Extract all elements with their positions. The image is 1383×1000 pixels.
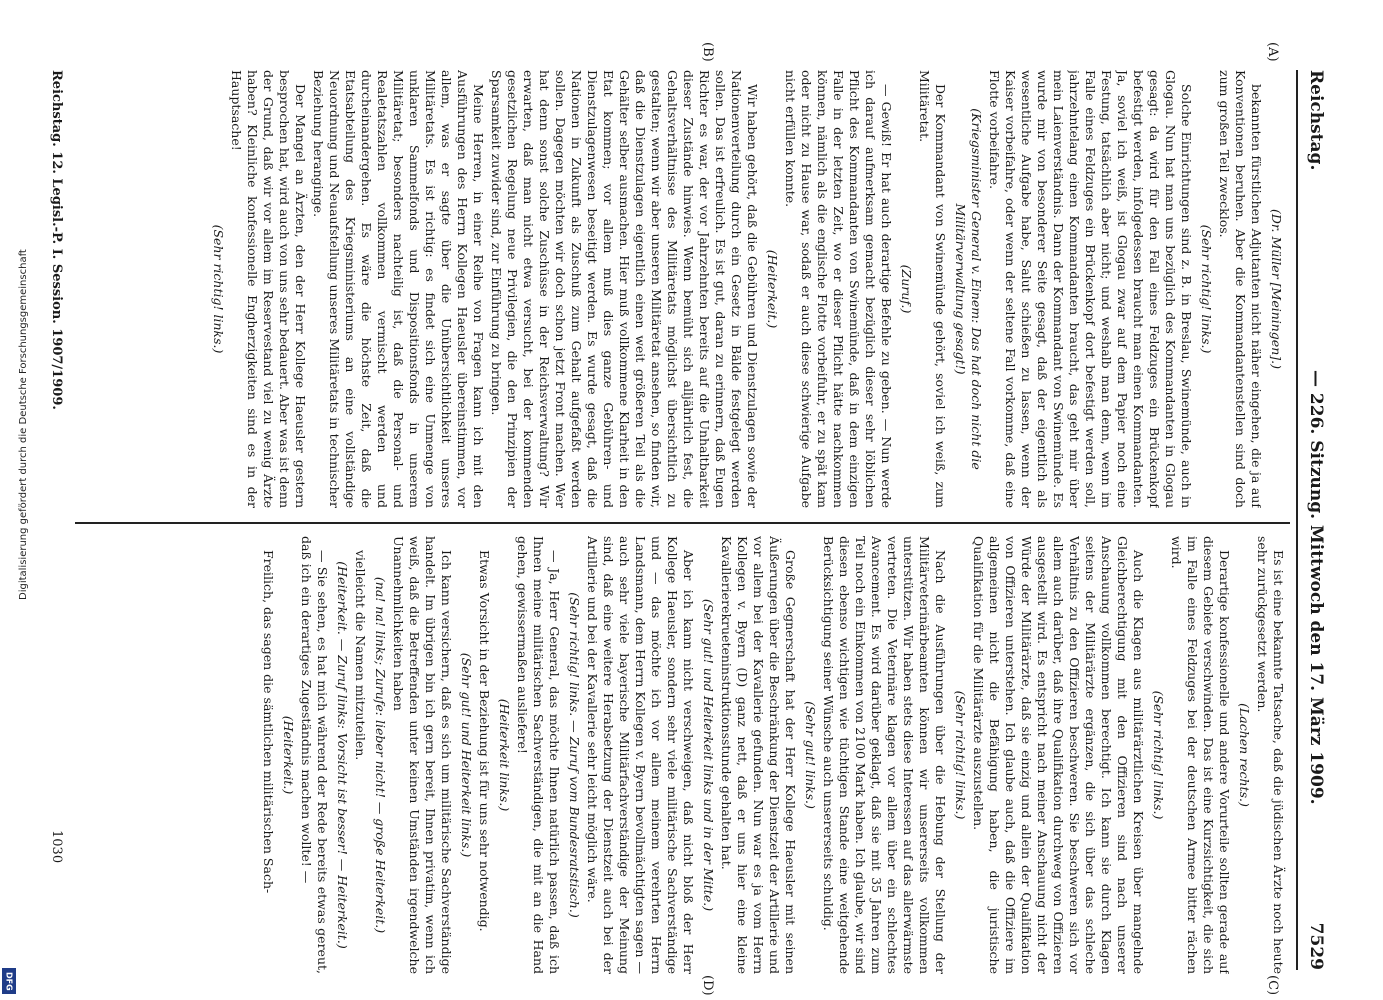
paragraph: Große Gegnerschaft hat der Herr Kollege Haeusler mit seinen Äußerungen über die Beschränkung der Dienstzeit der Artillerie und vor allem bei der Kavallerie gefunden. Nun war es ja vom Herrn Kollegen v. Byern (D) ganz nett, daß er uns hier eine kleine Kavallerierekrueteninstruktionsstunde gehalten hat. (719, 536, 798, 974)
interjection: (Lachen rechts.) (1237, 703, 1252, 807)
left-column (76, 70, 1286, 508)
column-divider (75, 522, 1290, 524)
paragraph: Freilich, das sagen die sämtlichen militärischen Sach- (261, 550, 276, 894)
paragraph: Wir haben gehört, daß die Gebühren und Dienstzulagen sowie der Nationenverteilung durch ein Gesetz in Bälde festgelegt werden sollen. Das ist erfreulich. Es ist gut, daran zu erinnern, daß Eugen Richter es war, der vor Jahrzehnten bereits auf die Unhaltbarkeit dieser Zustände hinwies. Wenn bemüht sich alljährlich fest, die Gehaltsverhältnisse des Militäretats möglichst übersichtlich zu gestalten; wenn wir aber unseren Militäretat ansehen, so finden wir, daß die Dienstzulagen eigentlich einen weit größeren Teil als die Gehälter selber ausmachen. Hier muß vollkommene Klarheit in den Etat kommen; vor allem muß dies ganze Gebühren- und Dienstzulagenwesen beseitigt werden. Es wurde gesagt, daß die Nationen in Zukunft als Zuschuß zum Gehalt aufgefaßt werden sollen. Dagegen möchten wir doch schon jetzt Front machen. Wer hat denn sonst solche Zuschüsse in der Reichsverwaltung? Wir erwarten, daß man nicht etwa versucht, bei der kommenden gesetzlichen Regelung neue Privilegien, die den Prinzipien der Sparsamkeit zuwider sind, zur Einführung zu bringen. (489, 70, 760, 508)
interjection: (Kriegsminister General v. Einem: Das hat doch nicht die Militärverwaltung gesagt!) (953, 108, 984, 470)
paragraph: Der Mangel an Ärzten, den der Herr Kollege Haeusler gestern besprochen hat, wird auch von uns sehr bedauert. Aber was ist denn der Grund, daß wir vor allem im Reservestand viel zu wenig Ärzte haben? Kleinliche konfessionelle Engherzigkeiten sind es in der Hauptsache! (229, 70, 308, 508)
paragraph: Ich kann versichern, daß es sich um militärische Sachverständige handelt. Im übrigen bin ich gern bereit, Ihnen privatim, wenn ich weiß, daß die Betreffenden unter keinen Umständen irgendwelche Unannehmlichkeiten haben (391, 536, 454, 974)
header-rule (1296, 70, 1298, 970)
interjection: (na! na! links; Zurufe: lieber nicht! — große Heiterkeit.) (373, 576, 388, 934)
right-column (76, 536, 1286, 974)
paragraph: bekannten fürstlichen Adjutanten nicht näher eingehen, die ja auf Konventionen beruhen. Aber die Kommandantenstellen sind doch zum großen Teil zwecklos. (1217, 70, 1264, 508)
paragraph: — Sie sehen, es hat mich während der Rede bereits etwas gereut, daß ich ein derartiges Zugeständnis machen wollte! — (299, 536, 330, 974)
footer-number: 1030 (49, 830, 64, 864)
interjection: (Sehr richtig! links.) (1199, 224, 1214, 354)
paragraph: Etwas Vorsicht in der Beziehung ist für uns sehr notwendig. (477, 550, 492, 932)
margin-marker-a: (A) (1265, 42, 1280, 62)
footer-session: Reichstag. 12. Legisl.-P. I. Session. 1907/1909. (49, 70, 64, 410)
paragraph: — Ja, Herr General, das möchte Ihnen natürlich passen, daß ich Ihnen meine militärischen Sachverständigen, die mit an die Hand gehen, gewissermaßen ausliefere! (515, 536, 562, 974)
interjection: (Sehr richtig! links.) (211, 224, 226, 354)
paragraph: — Gewiß! Er hat auch derartige Befehle zu geben. — Nun werde ich darauf aufmerksam gemacht bezüglich dieser sehr löblichen Pflicht des Kommandanten von Swinemünde, daß in dem einzigen Falle in der letzten Zeit, wo er dieser Pflicht hätte nachkommen können, nämlich als die englische Flotte vorbeifuhr, er zu spät kam oder nicht zu Hause war, sodaß er auch diese schwierige Aufgabe nicht erfüllen konnte. (783, 70, 894, 508)
page-number: 7529 (1306, 922, 1326, 970)
interjection: (Heiterkeit. — Zuruf links: Vorsicht ist besser! — Heiterkeit.) (335, 561, 350, 949)
speaker-tag: (Dr. Müller [Meiningen].) (1269, 209, 1284, 369)
interjection: (Zuruf.) (899, 264, 914, 314)
page-header (1300, 70, 1330, 970)
interjection: (Heiterkeit.) (281, 715, 296, 795)
paragraph: vielleicht die Namen mitzuteilen. (353, 550, 368, 761)
paragraph: Aber ich kann nicht verschweigen, daß nicht bloß der Herr Kollege Haeusler, sondern sehr viele militärische Sachverständige und — das möchte ich vor allem meinem verehrten Herrn Landsmann, dem Herrn Kollegen v. Byern bevollmächtigten sagen — auch sehr viele bayerische Militärfachverständige der Meinung sind, daß eine weitere Herabsetzung der Dienstzeit auch bei der Artillerie und bei der Kavallerie sehr leicht möglich wäre. (585, 536, 696, 974)
margin-marker-c: (C) (1265, 975, 1280, 996)
interjection: (Sehr richtig! links.) (953, 690, 968, 820)
margin-marker-b: (B) (700, 42, 715, 62)
interjection: (Sehr gut! und Heiterkeit links und in der Mitte.) (701, 598, 716, 912)
header-left: Reichstag. (1306, 70, 1326, 171)
paragraph: Solche Einrichtungen sind z. B. in Breslau, Swinemünde, auch in Glogau. Nun hat man uns bezüglich des Kommandanten in Glogau gesagt: da wird für den Fall eines Feldzuges ein Brückenkopf befestigt werden, infolgedessen braucht man einen Kommandanten. Ja, soviel ich weiß, ist Glogau zwar auf dem Papier noch eine Festung, tatsächlich aber nicht; und weshalb man denn, wenn im Falle eines Feldzuges ein Brückenkopf dort befestigt werden soll, jahrzehntelang einen Kommandanten braucht, das geht mir über mein Laienverständnis. Dann der Kommandant von Swinemünde. Es wurde mir von besonderer Seite gesagt, daß der eigentlich als wesentliche Aufgabe habe, Salut schießen zu lassen, wenn der Kaiser vorbeifahre, oder wenn der seltene Fall vorkomme, daß eine Flotte vorbeifahre. (987, 70, 1194, 508)
dfg-logo: DFG (2, 968, 16, 994)
interjection: (Sehr gut! und Heiterkeit links.) (459, 652, 474, 858)
header-center: — 226. Sitzung. Mittwoch den 17. März 1909. (1306, 370, 1326, 805)
paragraph: Der Kommandant von Swinemünde gehört, soviel ich weiß, zum Militäretat. (917, 70, 948, 508)
digitization-credit: Digitalisierung gefördert durch die Deutsche Forschungsgemeinschaft (18, 249, 29, 600)
rotated-page (30, 42, 1330, 996)
paragraph: Derartige konfessionelle und andere Vorurteile sollten gerade auf diesem Gebiete verschwinden. Das ist eine Kurzsichtigkeit, die sich im Falle eines Feldzuges bei der deutschen Armee bitter rächen wird. (1169, 536, 1232, 974)
paragraph: Es ist eine bekannte Tatsache, daß die jüdischen Ärzte noch heute sehr zurückgesetzt werden. (1255, 536, 1286, 974)
interjection: (Sehr gut! links.) (803, 701, 818, 809)
interjection: (Sehr richtig! links.) (1151, 690, 1166, 820)
interjection: (Sehr richtig! links. — Zuruf vom Bundesratstisch.) (567, 592, 582, 918)
interjection: (Heiterkeit links.) (497, 698, 512, 812)
margin-marker-d: (D) (700, 975, 715, 996)
paragraph: Nach die Ausführungen über die Hebung der Stellung der Militärveterinärbeamten können wir unsererseits vollkommen unterstützen. Wir haben stets diese Interessen auf das allerwärmste vertreten. Die Veterinäre klagen vor allem über ein schlechtes Avancement. Es wird darüber geklagt, daß sie mit 35 Jahren zum Teil noch ein Einkommen von 2100 Mark haben. Ich glaube, wir sind diesen ebenso wichtigen wie tüchtigen Stande eine weitgehende Berücksichtigung seiner Wünsche auch unsererseits schuldig. (821, 536, 948, 974)
paragraph: Auch die Klagen aus militärärztlichen Kreisen über mangelnde Gleichberechtigung mit den Offizieren sind nach unserer Anschauung vollkommen berechtigt. Ich kann sie durch Klagen seitens der Militärärzte ergänzen, die sich über das schleche Verhältnis zu den Offizieren beschweren. Sie beschweren sich vor allem auch darüber, daß ihre Qualifikation durchweg von Offizieren ausgestellt wird. Es entspricht nach meiner Anschauung nicht der Würde der Militärärzte, daß sie einzig und allein der Qualifikation von Offizieren unterstehen. Ich glaube auch, daß die Offiziere im allgemeinen nicht die Befähigung haben, die juristische Qualifikation für die Militärärzte auszustellen. (971, 536, 1146, 974)
interjection: (Heiterkeit.) (765, 249, 780, 329)
page-footer (38, 70, 68, 970)
paragraph: Meine Herren, in einer Reihe von Fragen kann ich mit den Ausführungen des Herrn Kollegen Haeusler übereinstimmen, vor allem, was er sagte über die Unübersichtlichkeit unseres Militäretats. Es ist richtig: es findet sich eine Unmenge von unklaren Sammelfonds und Dispositionsfonds in unserem Militäretat; besonders nachteilig ist, daß die Personal- und Realetatszahlen vollkommen vermischt werden und durcheinandergehen. Es wäre die höchste Zeit, daß die Etatsabteilung des Kriegsministeriums an eine vollständige Neuordnung und Neuaufstellung unseres Militäretats in technischer Beziehung heranginge. (311, 70, 486, 508)
